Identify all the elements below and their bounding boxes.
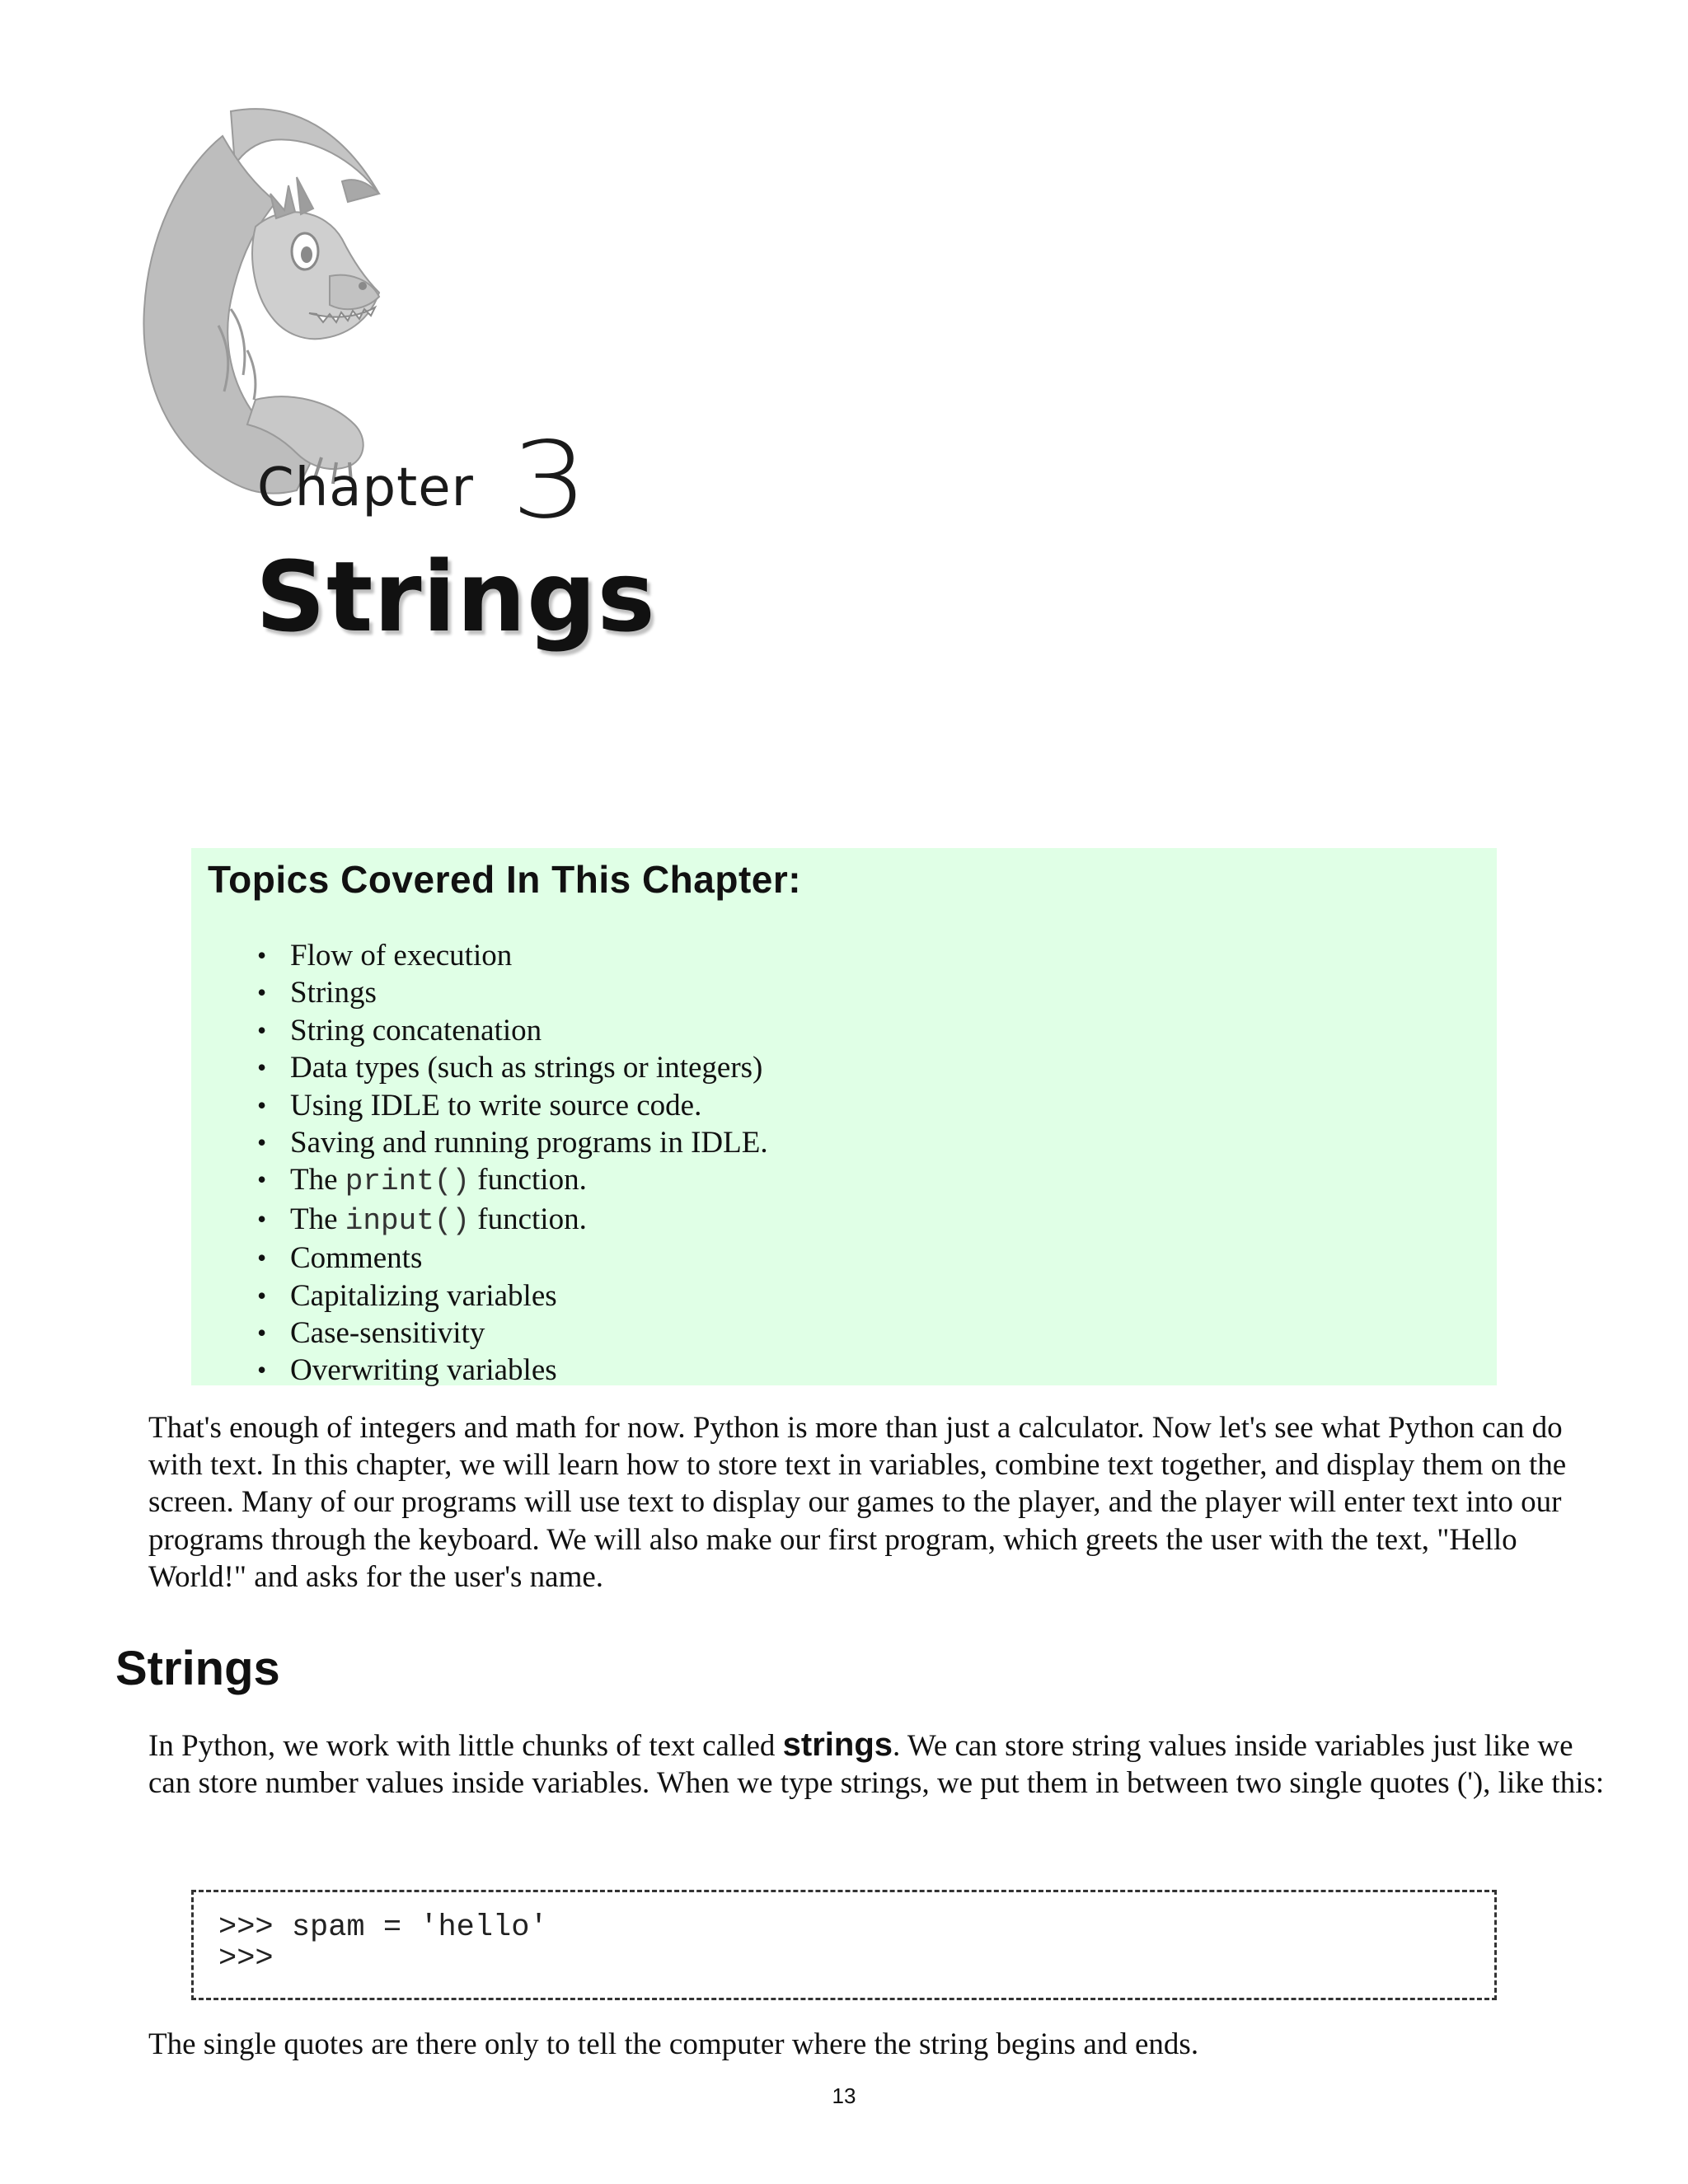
topic-item — [274, 1277, 1480, 1315]
topic-item-text: function. — [470, 1163, 587, 1197]
defined-term: strings — [782, 1727, 893, 1763]
code-example-box — [191, 1890, 1497, 2000]
topics-box — [191, 848, 1497, 1388]
topic-item — [274, 1087, 1480, 1124]
section-heading: Strings — [115, 1642, 280, 1695]
topic-item — [274, 1201, 1480, 1240]
topic-item-text: The — [290, 1163, 345, 1197]
topic-item-text: Using IDLE to write source code. — [290, 1088, 702, 1122]
topics-heading: Topics Covered In This Chapter: — [208, 858, 802, 901]
closing-paragraph: The single quotes are there only to tell the computer where the string begins and ends. — [148, 2027, 1199, 2061]
topic-item-code: print() — [345, 1165, 471, 1199]
topic-item-code: input() — [345, 1203, 471, 1238]
topic-item-text: Flow of execution — [290, 939, 513, 972]
topic-item-text: Strings — [290, 976, 377, 1010]
code-line: >>> spam = 'hello' — [218, 1910, 548, 1945]
intro-paragraph: That's enough of integers and math for now. Python is more than just a calculator. Now let's see what Python can do with text. In this chapter, we will learn how to store text in variables, combine text together, and display them on the screen. Many of our programs will use text to display our games to the player, and the player will enter text into our programs through the keyboard. We will also make our first program, which greets the user with the text, "Hello World!" and asks for the user's name. — [148, 1411, 1567, 1594]
topic-item — [274, 974, 1480, 1011]
paragraph-text: In Python, we work with little chunks of text called — [148, 1729, 783, 1763]
chapter-title: Strings — [256, 540, 656, 654]
paragraph-text: . We can store string values inside variables just like we can store number values inside variables. When we type strings, we put them in between two single quotes ('), like this: — [148, 1729, 1605, 1801]
topic-item — [274, 937, 1480, 974]
topics-list — [208, 937, 1480, 1390]
topic-item-text: Saving and running programs in IDLE. — [290, 1126, 768, 1160]
topic-item — [274, 1012, 1480, 1049]
page-number: 13 — [832, 2083, 856, 2108]
chapter-number: 3 — [511, 419, 588, 542]
code-line: >>> — [218, 1942, 274, 1976]
strings-paragraph — [115, 1727, 1607, 1802]
topic-item — [274, 1240, 1480, 1277]
topic-item-text: String concatenation — [290, 1013, 542, 1047]
topic-item-text: function. — [470, 1202, 587, 1236]
topic-item-text: Capitalizing variables — [290, 1278, 557, 1313]
topic-item — [274, 1315, 1480, 1352]
topic-item — [274, 1161, 1480, 1200]
topic-item — [274, 1124, 1480, 1161]
chapter-label: Chapter — [257, 457, 474, 518]
topic-item-text: Comments — [290, 1241, 423, 1276]
topic-item-text: Case-sensitivity — [290, 1316, 485, 1351]
topic-item — [274, 1049, 1480, 1086]
topic-item-text: The — [290, 1202, 345, 1236]
topic-item-text: Overwriting variables — [290, 1353, 557, 1388]
topic-item — [274, 1352, 1480, 1389]
topic-item-text: Data types (such as strings or integers) — [290, 1051, 763, 1085]
